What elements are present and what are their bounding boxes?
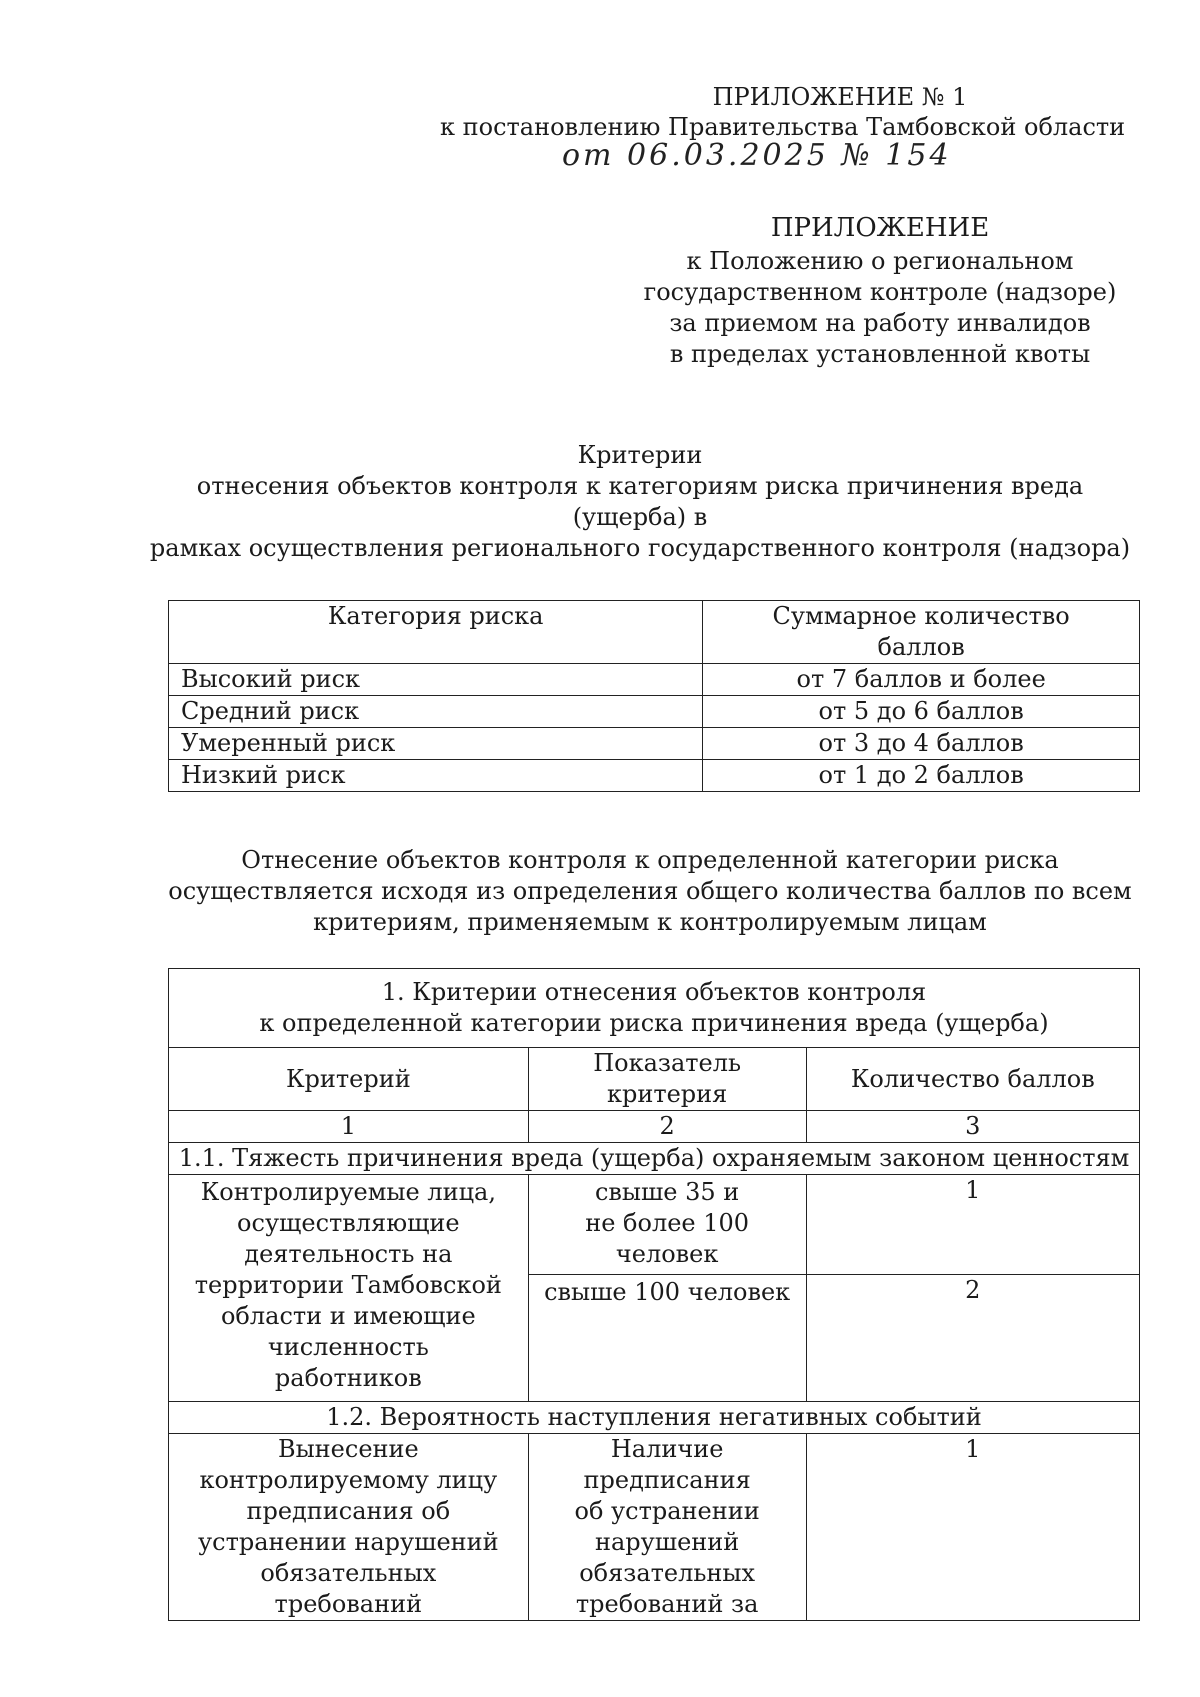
table-row — [169, 760, 1140, 792]
handwritten-date-number: от 06.03.2025 № 154 — [562, 138, 952, 173]
table-cell: Высокий риск — [169, 664, 703, 696]
appendix1-title: ПРИЛОЖЕНИЕ № 1 — [712, 83, 968, 111]
criterion-cell: Вынесение контролируемому лицу предписания об устранении нарушений обязательных требований — [169, 1434, 529, 1621]
risk-category-table — [168, 600, 1140, 792]
table-cell: 2 — [528, 1111, 806, 1143]
appendix-title: ПРИЛОЖЕНИЕ — [770, 213, 990, 243]
note-line: Отнесение объектов контроля к определенной категории риска — [241, 846, 1059, 874]
indicator-cell: свыше 100 человек — [528, 1275, 806, 1402]
appendix-line: за приемом на работу инвалидов — [669, 309, 1091, 337]
appendix-line: государственном контроле (надзоре) — [643, 278, 1117, 306]
criteria-title-line: рамках осуществления регионального государственного контроля (надзора) — [149, 534, 1131, 562]
table-row — [169, 664, 1140, 696]
table-header-row — [169, 601, 1140, 664]
appendix-line: в пределах установленной квоты — [669, 340, 1091, 368]
points-cell: 2 — [806, 1275, 1139, 1402]
section-title-row — [169, 1143, 1140, 1175]
table-row — [169, 1175, 1140, 1275]
table-cell: Низкий риск — [169, 760, 703, 792]
appendix1-subtitle: к постановлению Правительства Тамбовской области — [440, 113, 1126, 141]
criteria-table — [168, 968, 1140, 1621]
table-header-cell: Количество баллов — [806, 1048, 1139, 1111]
criteria-title-line: отнесения объектов контроля к категориям риска причинения вреда (ущерба) в — [196, 472, 1084, 531]
appendix-line: к Положению о региональном — [686, 247, 1074, 275]
note-paragraph — [150, 845, 1150, 938]
criteria-title-line: Критерии — [577, 441, 703, 469]
points-cell: 1 — [806, 1175, 1139, 1275]
table-header-row — [169, 1048, 1140, 1111]
table-row — [169, 1434, 1140, 1621]
table-caption-row — [169, 969, 1140, 1048]
table-cell: Средний риск — [169, 696, 703, 728]
table-row — [169, 696, 1140, 728]
table-cell: от 3 до 4 баллов — [703, 728, 1140, 760]
note-line: осуществляется исходя из определения общего количества баллов по всем — [168, 877, 1132, 905]
criterion-cell: Контролируемые лица, осуществляющие деятельность на территории Тамбовской области и имеющие численность работников — [169, 1175, 529, 1402]
table-cell: 1 — [169, 1111, 529, 1143]
table-row — [169, 728, 1140, 760]
points-cell: 1 — [806, 1434, 1139, 1621]
section-title: 1.1. Тяжесть причинения вреда (ущерба) охраняемым законом ценностям — [169, 1143, 1140, 1175]
table-cell: 3 — [806, 1111, 1139, 1143]
appendix-block — [640, 210, 1120, 370]
table-cell: от 7 баллов и более — [703, 664, 1140, 696]
indicator-cell: Наличие предписания об устранении нарушений обязательных требований за — [528, 1434, 806, 1621]
table-caption — [169, 969, 1140, 1048]
section-title: 1.2. Вероятность наступления негативных событий — [169, 1402, 1140, 1434]
indicator-cell: свыше 35 и не более 100 человек — [528, 1175, 806, 1275]
table-cell: от 1 до 2 баллов — [703, 760, 1140, 792]
table-header-cell: Категория риска — [169, 601, 703, 664]
table-header-cell: Показатель критерия — [528, 1048, 806, 1111]
table-caption-line: 1. Критерии отнесения объектов контроля — [381, 978, 927, 1006]
table-cell: от 5 до 6 баллов — [703, 696, 1140, 728]
table-caption-line: к определенной категории риска причинения вреда (ущерба) — [259, 1009, 1049, 1037]
note-line: критериям, применяемым к контролируемым лицам — [313, 908, 987, 936]
criteria-title — [140, 440, 1140, 564]
table-header-cell: Суммарное количество баллов — [703, 601, 1140, 664]
table-number-row — [169, 1111, 1140, 1143]
table-header-cell: Критерий — [169, 1048, 529, 1111]
section-title-row — [169, 1402, 1140, 1434]
table-cell: Умеренный риск — [169, 728, 703, 760]
